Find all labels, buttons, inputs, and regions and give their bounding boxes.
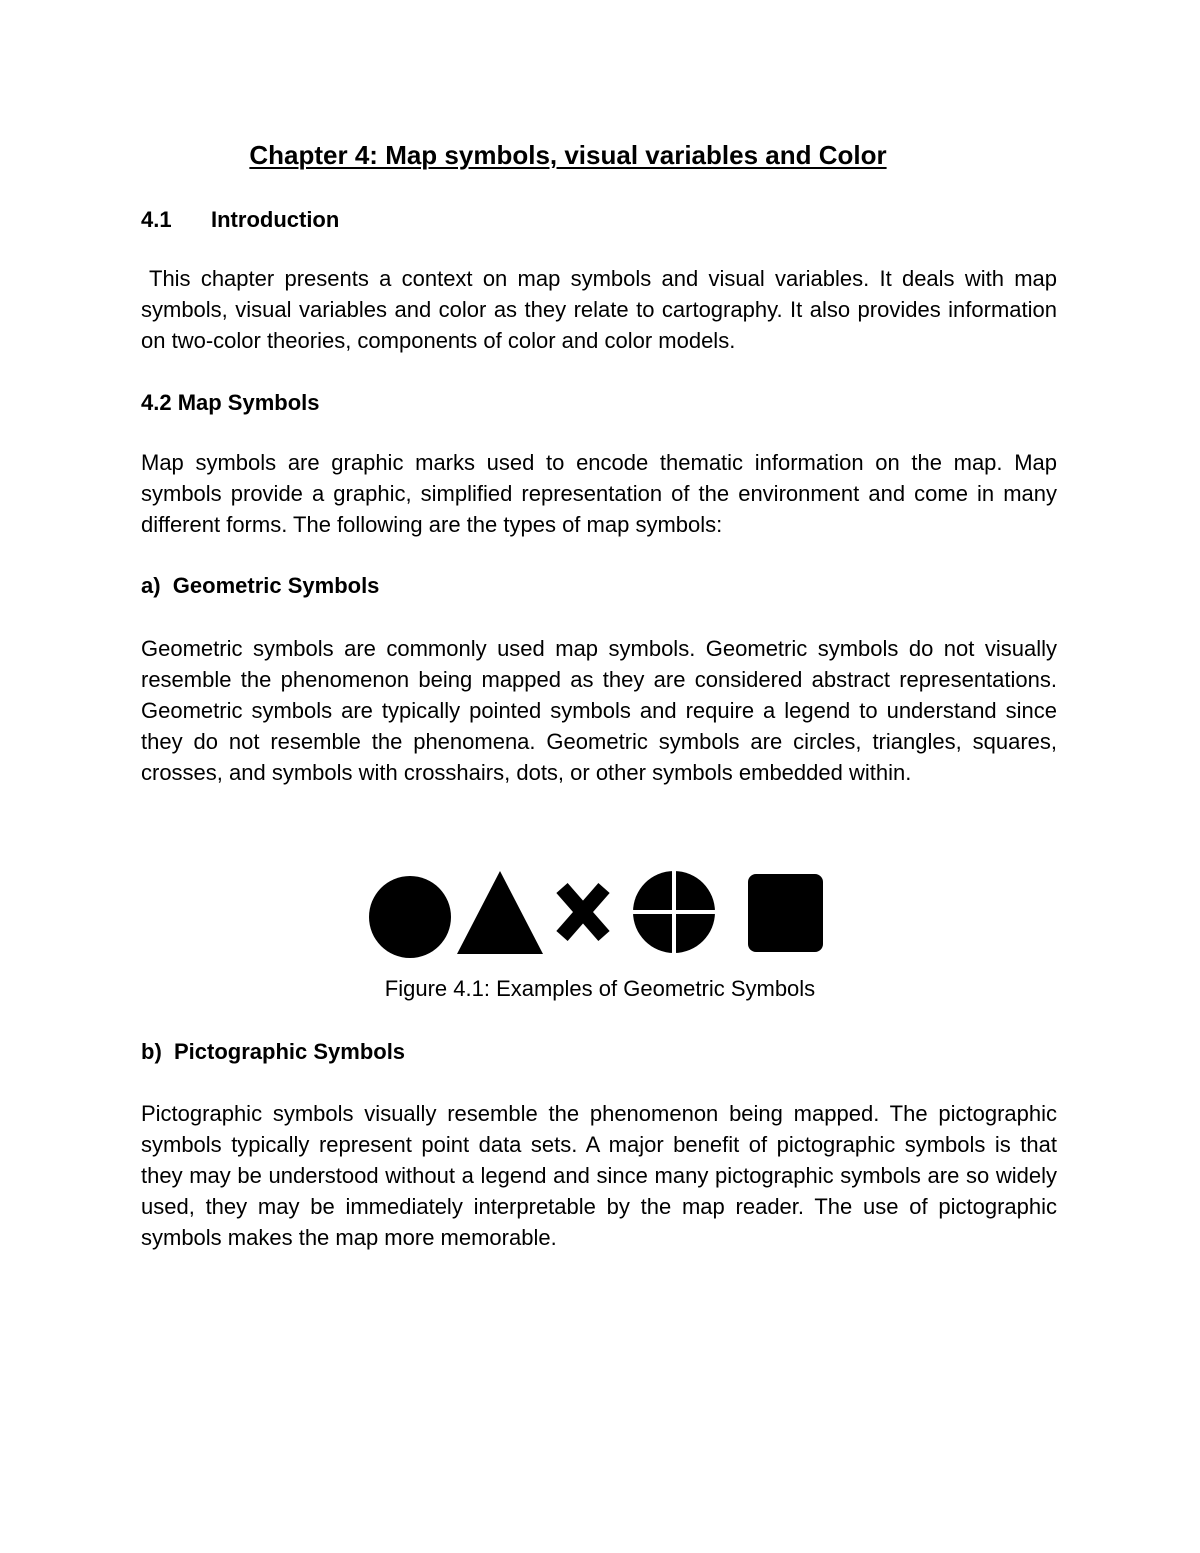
triangle-icon	[457, 871, 543, 954]
cross-icon	[562, 888, 604, 936]
geometric-symbols-figure	[365, 866, 830, 960]
crosshair-circle-icon	[631, 869, 717, 955]
introduction-paragraph: This chapter presents a context on map symbols and visual variables. It deals with map symbols, visual variables and color as they relate to cartography. It also provides information on two-color theories, components of color and color models.	[141, 266, 1057, 353]
section-title: Introduction	[211, 207, 340, 232]
section-heading-introduction	[141, 207, 339, 233]
chapter-title: Chapter 4: Map symbols, visual variables and Color	[249, 140, 887, 170]
pictographic-symbols-paragraph: Pictographic symbols visually resemble the phenomenon being mapped. The pictographic symbols typically represent point data sets. A major benefit of pictographic symbols is that they may be understood without a legend and since many pictographic symbols are so widely used, they may be immediately interpretable by the map reader. The use of pictographic symbols makes the map more memorable.	[141, 1101, 1057, 1250]
section-heading-map-symbols: 4.2 Map Symbols	[141, 390, 320, 415]
figure-caption: Figure 4.1: Examples of Geometric Symbols	[384, 976, 816, 1001]
geometric-symbols-paragraph: Geometric symbols are commonly used map symbols. Geometric symbols do not visually resemble the phenomenon being mapped as they are considered abstract representations. Geometric symbols are typically pointed symbols and require a legend to understand since they do not resemble the phenomena. Geometric symbols are circles, triangles, squares, crosses, and symbols with crosshairs, dots, or other symbols embedded within.	[141, 636, 1057, 785]
subsection-heading-pictographic: b) Pictographic Symbols	[141, 1039, 406, 1064]
section-number: 4.1	[141, 207, 172, 232]
map-symbols-paragraph: Map symbols are graphic marks used to encode thematic information on the map. Map symbols provide a graphic, simplified representation of the environment and come in many different forms. The following are the types of map symbols:	[141, 450, 1057, 537]
square-icon	[748, 874, 823, 952]
circle-icon	[369, 876, 451, 958]
subsection-heading-geometric: a) Geometric Symbols	[141, 573, 380, 598]
